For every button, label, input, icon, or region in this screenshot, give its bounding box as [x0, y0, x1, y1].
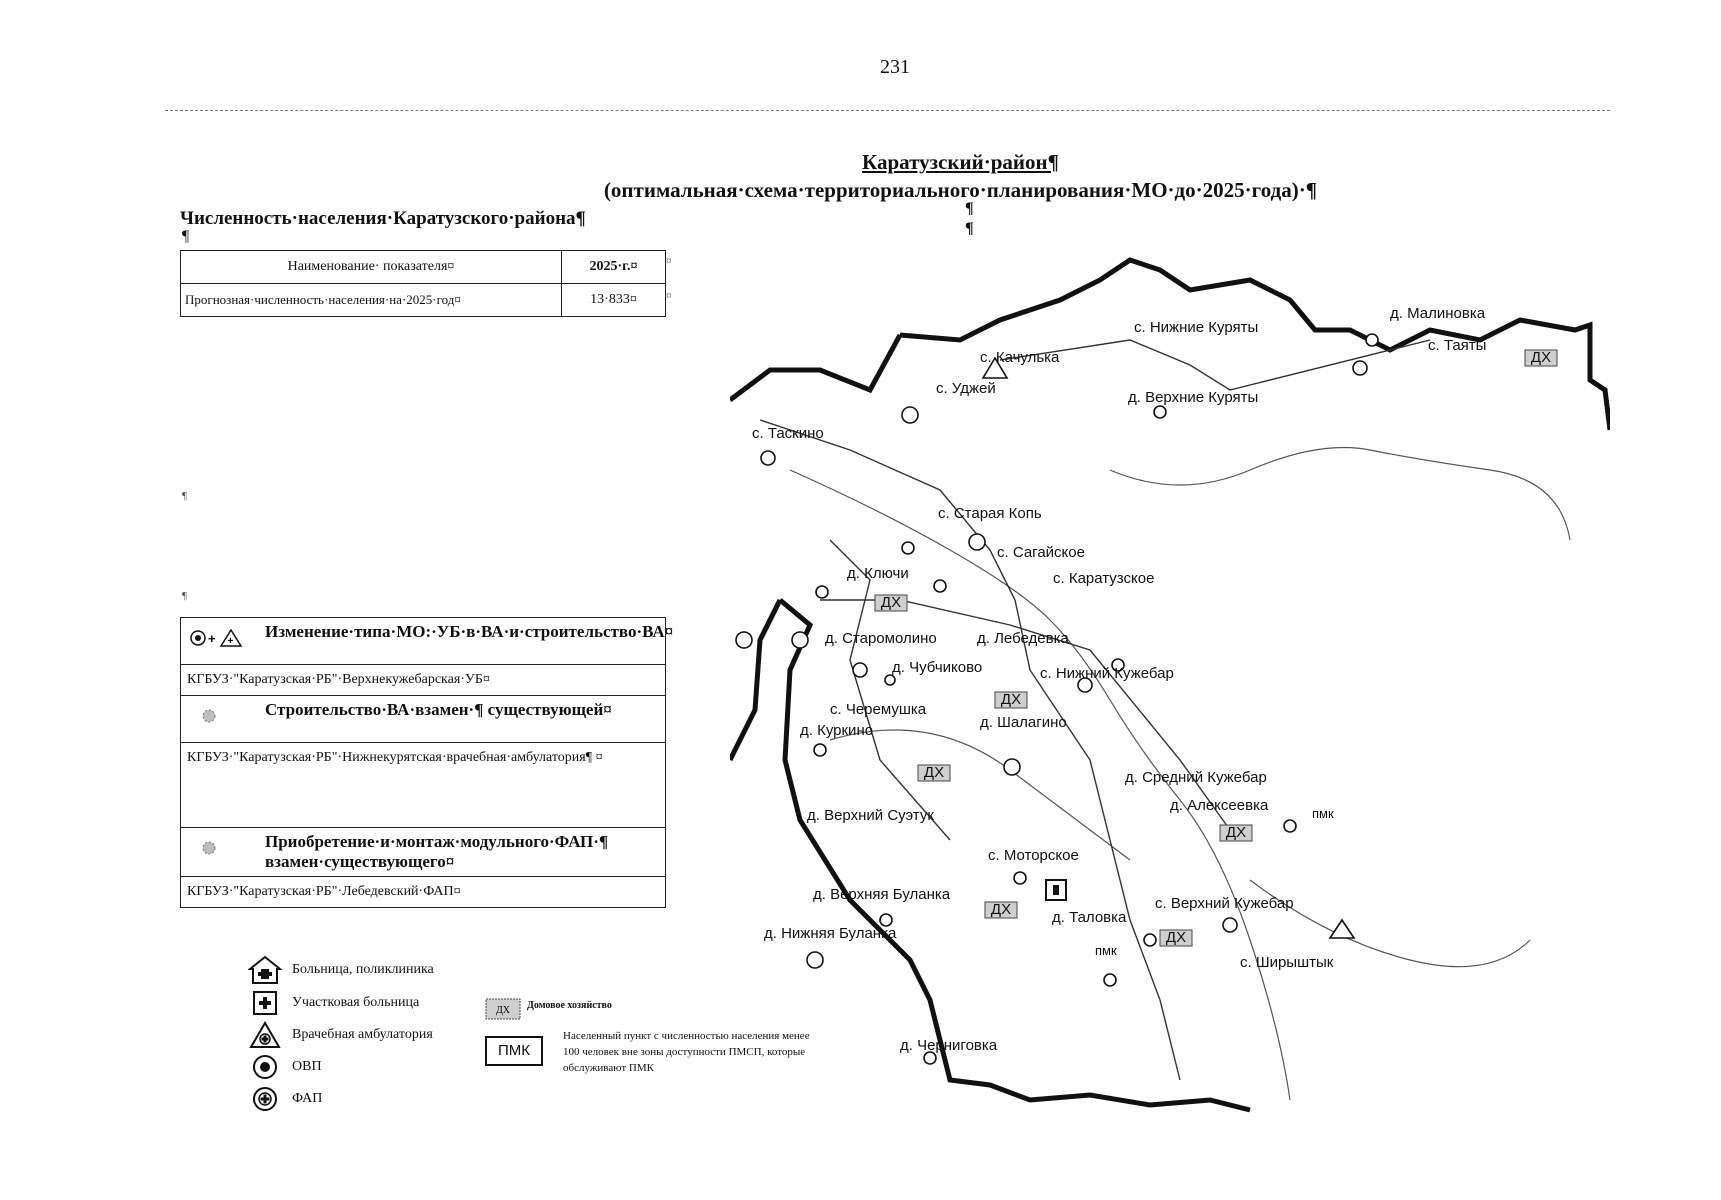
legend-item — [248, 988, 488, 1018]
population-section-title: Численность·населения·Каратузского·района¶ — [180, 208, 586, 229]
district-border — [730, 600, 780, 760]
dx-badge-icon — [485, 998, 521, 1020]
table-row — [181, 284, 666, 317]
table-header-cell: Наименование· показателя¤ — [181, 251, 562, 284]
place-label: д. Куркино — [800, 722, 874, 739]
ambulatory-marker — [1330, 920, 1354, 938]
place-label: с. Моторское — [988, 847, 1079, 864]
action-organization: КГБУЗ·"Каратузская·РБ"·Верхнекужебарская·УБ¤ — [181, 665, 665, 696]
dx-badge-text: ДХ — [495, 1005, 511, 1016]
table-cell: 13·833¤ — [562, 284, 666, 317]
svg-text:+: + — [208, 631, 216, 646]
fap-icon — [248, 1085, 282, 1113]
district-map — [730, 240, 1610, 1120]
dx-badge-text: ДХ — [1530, 349, 1552, 366]
dx-badge-text: ДХ — [1000, 691, 1022, 708]
river — [1110, 448, 1570, 541]
action-heading-text: Строительство·ВА·взамен·¶ существующей¤ — [265, 700, 612, 719]
place-label: с. Сагайское — [997, 544, 1085, 561]
ovp-arrow-ambulatory-icon — [189, 628, 251, 653]
hospital-polyclinic-icon — [248, 955, 282, 985]
header-rule — [165, 110, 1610, 111]
legend-label: Участковая больница — [292, 995, 420, 1010]
pilcrow-mark: ¶ — [182, 490, 187, 502]
place-label: с. Нижний Кужебар — [1040, 665, 1174, 682]
action-heading — [181, 828, 665, 877]
place-label: с. Старая Копь — [938, 505, 1042, 522]
dx-badge-text: ДХ — [1225, 824, 1247, 841]
place-label: д. Нижняя Буланка — [764, 925, 897, 942]
pilcrow-mark: ¶ — [965, 200, 974, 217]
action-organization: КГБУЗ·"Каратузская·РБ"·Лебедевский·ФАП¤ — [187, 884, 461, 899]
place-label: д. Алексеевка — [1170, 797, 1269, 814]
dx-legend-label: Домовое хозяйство — [527, 1000, 612, 1011]
pilcrow-mark: ¶ — [182, 228, 190, 245]
legend-item — [248, 1020, 488, 1050]
action-heading — [181, 618, 674, 665]
legend-item — [248, 1052, 488, 1082]
place-label: с. Таскино — [752, 425, 824, 442]
place-label: с. Уджей — [936, 380, 996, 397]
action-organization: КГБУЗ·"Каратузская·РБ"·Нижнекурятская·врачебная·амбулатория¶ ¤ — [181, 743, 665, 828]
place-label: с. Черемушка — [830, 701, 927, 718]
legend-item — [248, 955, 488, 985]
place-label: с. Верхний Кужебар — [1155, 895, 1294, 912]
road — [830, 540, 950, 840]
place-label: с. Ширыштык — [1240, 954, 1334, 971]
district-hospital-icon — [248, 989, 282, 1017]
modular-fap-icon — [189, 838, 229, 863]
cell-end-mark: ¤ — [666, 255, 672, 267]
place-label: с. Таяты — [1428, 337, 1487, 354]
action-heading-text: Приобретение·и·монтаж·модульного·ФАП·¶ взамен·существующего¤ — [265, 832, 609, 871]
place-label: д. Черниговка — [900, 1037, 998, 1054]
dx-badge-text: ДХ — [880, 594, 902, 611]
table-cell: Прогнозная·численность·населения·на·2025·год¤ — [181, 284, 562, 317]
pilcrow-mark: ¶ — [182, 590, 187, 602]
svg-text:+: + — [227, 636, 234, 647]
new-ambulatory-icon — [189, 706, 229, 731]
dx-badge-text: ДХ — [1165, 929, 1187, 946]
district-hospital-marker — [1053, 885, 1059, 895]
place-label: д. Шалагино — [980, 714, 1067, 731]
legend-label: Врачебная амбулатория — [292, 1027, 433, 1042]
legend-label: ОВП — [292, 1059, 322, 1074]
place-label: д. Ключи — [847, 565, 909, 582]
place-label: с. Качулька — [980, 349, 1060, 366]
action-heading — [181, 696, 665, 743]
legend-item — [248, 1084, 488, 1114]
district-title: Каратузский·район¶ — [862, 150, 1059, 174]
place-label: д. Малиновка — [1390, 305, 1486, 322]
place-label: д. Средний Кужебар — [1125, 769, 1267, 786]
place-label: д. Чубчиково — [892, 659, 983, 676]
scheme-subtitle: (оптимальная·схема·территориального·планирования·МО·до·2025·года)·¶ — [603, 178, 1318, 202]
legend-label: Больница, поликлиника — [292, 962, 434, 977]
page-number: 231 — [880, 56, 910, 78]
pmk-label: пмк — [1312, 806, 1334, 821]
legend-label: ФАП — [292, 1091, 323, 1106]
ovp-icon — [248, 1053, 282, 1081]
river — [830, 730, 1130, 860]
place-label: д. Таловка — [1052, 909, 1127, 926]
table-header-row — [181, 251, 666, 284]
action-heading-text: Изменение·типа·МО:·УБ·в·ВА·и·строительство·ВА¤ — [265, 622, 674, 641]
district-border — [730, 335, 900, 400]
place-label: д. Верхние Куряты — [1128, 389, 1259, 406]
pmk-badge: ПМК — [485, 1036, 543, 1066]
table-header-cell: 2025·г.¤ — [562, 251, 666, 284]
place-label: с. Каратузское — [1053, 570, 1155, 587]
dx-badge-text: ДХ — [990, 901, 1012, 918]
place-label: с. Нижние Куряты — [1134, 319, 1259, 336]
place-label: д. Старомолино — [825, 630, 937, 647]
cell-end-mark: ¤ — [666, 290, 672, 302]
population-table — [180, 250, 666, 317]
pilcrow-mark: ¶ — [965, 220, 974, 237]
pmk-legend-label: Населенный пункт с численностью населения менее 100 человек вне зоны доступности ПМСП, которые обслуживают ПМК — [563, 1030, 810, 1074]
medical-ambulatory-icon — [248, 1021, 282, 1049]
place-label: д. Верхняя Буланка — [813, 886, 951, 903]
place-label: д. Верхний Суэтук — [807, 807, 934, 824]
place-label: д. Лебедевка — [977, 630, 1069, 647]
planned-actions-table — [180, 617, 674, 908]
pmk-label: пмк — [1095, 943, 1117, 958]
dx-badge-text: ДХ — [923, 764, 945, 781]
